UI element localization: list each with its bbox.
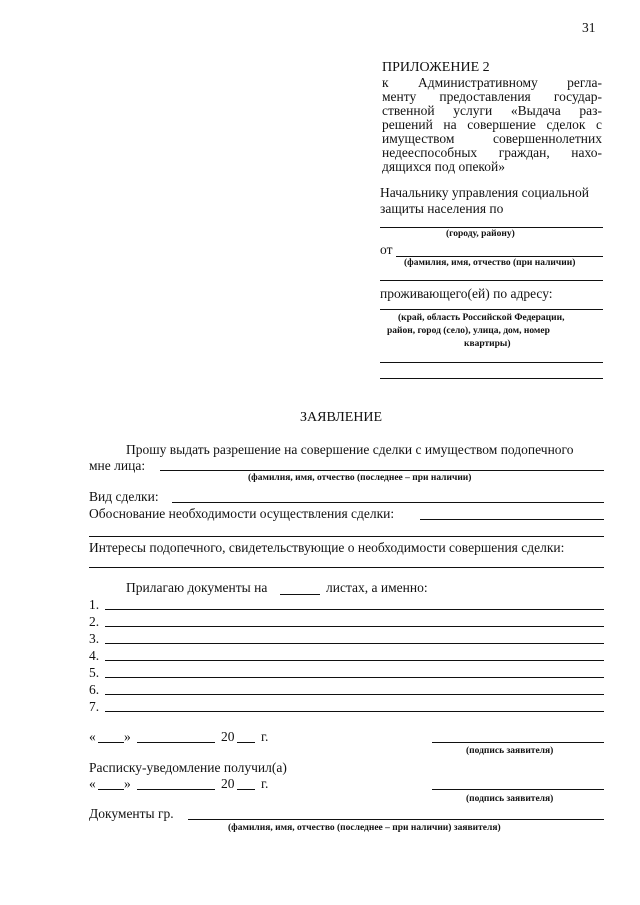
attach-suffix: листах, а именно:: [326, 580, 428, 595]
request-line-1: Прошу выдать разрешение на совершение сделки с имуществом подопечного: [126, 442, 574, 457]
item-1-label: 1.: [89, 597, 100, 612]
justification-field[interactable]: [420, 519, 604, 520]
date-year-prefix: 20: [221, 729, 235, 744]
appendix-line-6: недееспособных граждан, нахо-: [382, 145, 602, 160]
item-1-field[interactable]: [105, 609, 604, 610]
signature-1-hint: (подпись заявителя): [466, 746, 554, 756]
item-3-field[interactable]: [105, 643, 604, 644]
justification-label: Обоснование необходимости осуществления сделки:: [89, 506, 395, 521]
hint-address-3: квартиры): [464, 339, 511, 349]
page-number: 31: [582, 20, 596, 35]
item-4-label: 4.: [89, 648, 100, 663]
date-quote-close: »: [124, 729, 131, 744]
date-year-suffix: г.: [261, 729, 269, 744]
hint-address-2: район, город (село), улица, дом, номер: [387, 326, 550, 336]
item-2-field[interactable]: [105, 626, 604, 627]
appendix-line-1: к Административному регла-: [382, 75, 602, 90]
item-7-label: 7.: [89, 699, 100, 714]
address-field-line-3[interactable]: [380, 378, 603, 379]
receipt-year-field[interactable]: [237, 789, 255, 790]
justification-field-2[interactable]: [89, 536, 604, 537]
item-4-field[interactable]: [105, 660, 604, 661]
receipt-year-suffix: г.: [261, 776, 269, 791]
address-field-line-2[interactable]: [380, 362, 603, 363]
ward-name-field[interactable]: [160, 470, 604, 471]
date-quote-open: «: [89, 729, 96, 744]
documents-hint: (фамилия, имя, отчество (последнее – при наличии) заявителя): [228, 823, 501, 833]
hint-ward: (фамилия, имя, отчество (последнее – при наличии): [248, 473, 472, 483]
appendix-line-4: решений на совершение сделок с: [382, 117, 602, 132]
item-7-field[interactable]: [105, 711, 604, 712]
from-field-line[interactable]: [396, 256, 603, 257]
appendix-line-7: дящихся под опекой»: [382, 159, 506, 174]
appendix-line-5: имуществом совершеннолетних: [382, 131, 602, 146]
receipt-month-field[interactable]: [137, 789, 215, 790]
appendix-line-3: ственной услуги «Выдача раз-: [382, 103, 602, 118]
item-6-label: 6.: [89, 682, 100, 697]
from-label: от: [380, 242, 393, 257]
date-day-field[interactable]: [98, 742, 124, 743]
sheets-count-field[interactable]: [280, 594, 320, 595]
signature-2-field[interactable]: [432, 789, 604, 790]
signature-1-field[interactable]: [432, 742, 604, 743]
address-field-line[interactable]: [380, 309, 603, 310]
receipt-year-prefix: 20: [221, 776, 235, 791]
addressee-line-1: Начальнику управления социальной: [380, 185, 590, 200]
appendix-title: ПРИЛОЖЕНИЕ 2: [382, 60, 490, 75]
city-field-line[interactable]: [380, 227, 603, 228]
item-6-field[interactable]: [105, 694, 604, 695]
from-field-line-2[interactable]: [380, 280, 603, 281]
deal-type-field[interactable]: [172, 502, 604, 503]
item-5-field[interactable]: [105, 677, 604, 678]
addressee-line-2: защиты населения по: [380, 201, 504, 216]
signature-2-hint: (подпись заявителя): [466, 794, 554, 804]
interests-label: Интересы подопечного, свидетельствующие о необходимости совершения сделки:: [89, 540, 565, 555]
item-2-label: 2.: [89, 614, 100, 629]
date-month-field[interactable]: [137, 742, 215, 743]
residing-label: проживающего(ей) по адресу:: [380, 286, 553, 301]
deal-type-label: Вид сделки:: [89, 489, 159, 504]
interests-field[interactable]: [89, 567, 604, 568]
appendix-line-2: менту предоставления государ-: [382, 89, 602, 104]
hint-city: (городу, району): [446, 229, 515, 239]
statement-title: ЗАЯВЛЕНИЕ: [300, 410, 383, 425]
item-5-label: 5.: [89, 665, 100, 680]
hint-fio: (фамилия, имя, отчество (при наличии): [404, 258, 576, 268]
item-3-label: 3.: [89, 631, 100, 646]
receipt-label: Расписку-уведомление получил(а): [89, 760, 287, 775]
date-year-field[interactable]: [237, 742, 255, 743]
request-line-2: мне лица:: [89, 458, 146, 473]
documents-label: Документы гр.: [89, 806, 174, 821]
documents-name-field[interactable]: [188, 819, 604, 820]
receipt-quote-open: «: [89, 776, 96, 791]
hint-address-1: (край, область Российской Федерации,: [398, 313, 565, 323]
receipt-day-field[interactable]: [98, 789, 124, 790]
receipt-quote-close: »: [124, 776, 131, 791]
attach-prefix: Прилагаю документы на: [126, 580, 268, 595]
